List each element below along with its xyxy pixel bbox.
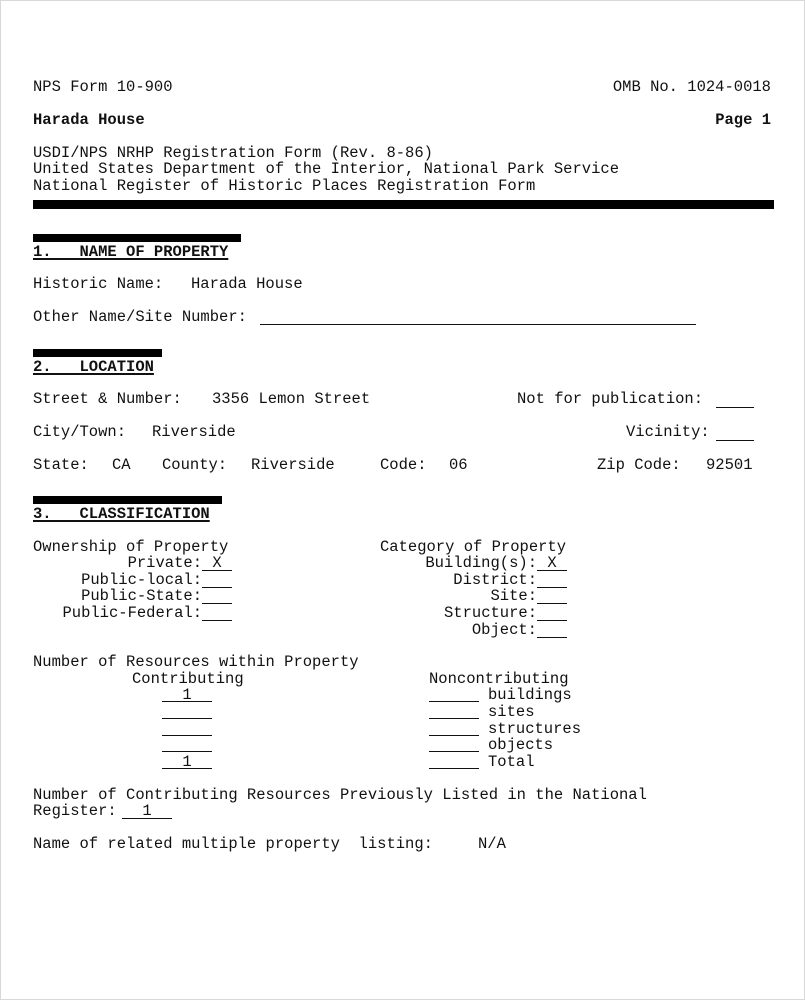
multiple-property-value: N/A — [478, 835, 506, 853]
county-label: County: — [162, 456, 228, 474]
contributing-title: Contributing — [132, 670, 244, 688]
category-building-value: X — [547, 554, 557, 572]
zip-label: Zip Code: — [597, 456, 681, 474]
previously-listed-value: 1 — [142, 802, 152, 820]
category-structure-field[interactable] — [537, 606, 567, 621]
resource-type-sites: sites — [488, 703, 535, 721]
city-label: City/Town: — [33, 423, 127, 441]
ownership-private-value: X — [212, 554, 222, 572]
contributing-total-value: 1 — [182, 753, 192, 771]
previously-listed-line: Number of Contributing Resources Previously Listed in the National — [33, 786, 647, 804]
resource-type-total: Total — [488, 753, 535, 771]
page-number: Page 1 — [715, 111, 771, 129]
contributing-structures-field[interactable] — [162, 721, 212, 736]
category-building-label: Building(s): — [425, 554, 537, 572]
noncontributing-title: Noncontributing — [429, 670, 569, 688]
contributing-objects-field[interactable] — [162, 737, 212, 752]
ownership-public-local-label: Public-local: — [81, 571, 202, 589]
section1-heading: 1. NAME OF PROPERTY — [33, 243, 229, 261]
ownership-title: Ownership of Property — [33, 538, 229, 556]
ownership-public-state-field[interactable] — [202, 589, 232, 604]
historic-name-value: Harada House — [191, 275, 303, 293]
resource-type-buildings: buildings — [488, 686, 572, 704]
section1-bar — [33, 234, 241, 242]
ownership-public-federal-label: Public-Federal: — [62, 604, 202, 622]
vicinity-label: Vicinity: — [626, 423, 710, 441]
noncontributing-objects-field[interactable] — [429, 737, 479, 752]
previously-listed-label: Register: — [33, 802, 117, 820]
resource-type-structures: structures — [488, 720, 582, 738]
not-for-publication-label: Not for publication: — [517, 390, 704, 408]
other-name-field[interactable] — [260, 309, 696, 325]
state-label: State: — [33, 456, 89, 474]
category-title: Category of Property — [380, 538, 567, 556]
contributing-sites-field[interactable] — [162, 704, 212, 719]
category-object-label: Object: — [471, 621, 537, 639]
other-name-label: Other Name/Site Number: — [33, 308, 247, 326]
section2-bar — [33, 349, 162, 357]
street-label: Street & Number: — [33, 390, 182, 408]
section3-heading: 3. CLASSIFICATION — [33, 505, 210, 523]
resource-type-objects: objects — [488, 736, 554, 754]
property-title: Harada House — [33, 111, 145, 129]
agency-line-2: United States Department of the Interior, National Park Service — [33, 160, 619, 178]
omb-number: OMB No. 1024-0018 — [612, 78, 771, 96]
street-value: 3356 Lemon Street — [212, 390, 371, 408]
category-structure-label: Structure: — [443, 604, 537, 622]
county-value: Riverside — [251, 456, 335, 474]
category-district-field[interactable] — [537, 573, 567, 588]
contributing-buildings-value: 1 — [182, 686, 192, 704]
zip-value: 92501 — [706, 456, 753, 474]
noncontributing-buildings-field[interactable] — [429, 687, 479, 702]
category-site-field[interactable] — [537, 589, 567, 604]
noncontributing-total-field[interactable] — [429, 754, 479, 769]
code-label: Code: — [380, 456, 427, 474]
noncontributing-sites-field[interactable] — [429, 704, 479, 719]
vicinity-field[interactable] — [716, 426, 754, 441]
state-value: CA — [112, 456, 131, 474]
ownership-public-federal-field[interactable] — [202, 606, 232, 621]
ownership-public-state-label: Public-State: — [81, 587, 202, 605]
not-for-publication-field[interactable] — [716, 393, 754, 408]
resources-title: Number of Resources within Property — [33, 653, 359, 671]
code-value: 06 — [449, 456, 468, 474]
agency-line-3: National Register of Historic Places Registration Form — [33, 177, 536, 195]
category-object-field[interactable] — [537, 623, 567, 638]
section3-bar — [33, 496, 222, 504]
ownership-private-label: Private: — [127, 554, 202, 572]
city-value: Riverside — [152, 423, 236, 441]
form-number: NPS Form 10-900 — [33, 78, 173, 96]
section2-heading: 2. LOCATION — [33, 358, 154, 376]
ownership-public-local-field[interactable] — [202, 573, 232, 588]
category-site-label: Site: — [490, 587, 537, 605]
historic-name-label: Historic Name: — [33, 275, 164, 293]
multiple-property-label: Name of related multiple property listing: — [33, 835, 433, 853]
category-district-label: District: — [453, 571, 537, 589]
noncontributing-structures-field[interactable] — [429, 721, 479, 736]
agency-line-1: USDI/NPS NRHP Registration Form (Rev. 8-86) — [33, 144, 433, 162]
header-divider — [33, 200, 774, 209]
